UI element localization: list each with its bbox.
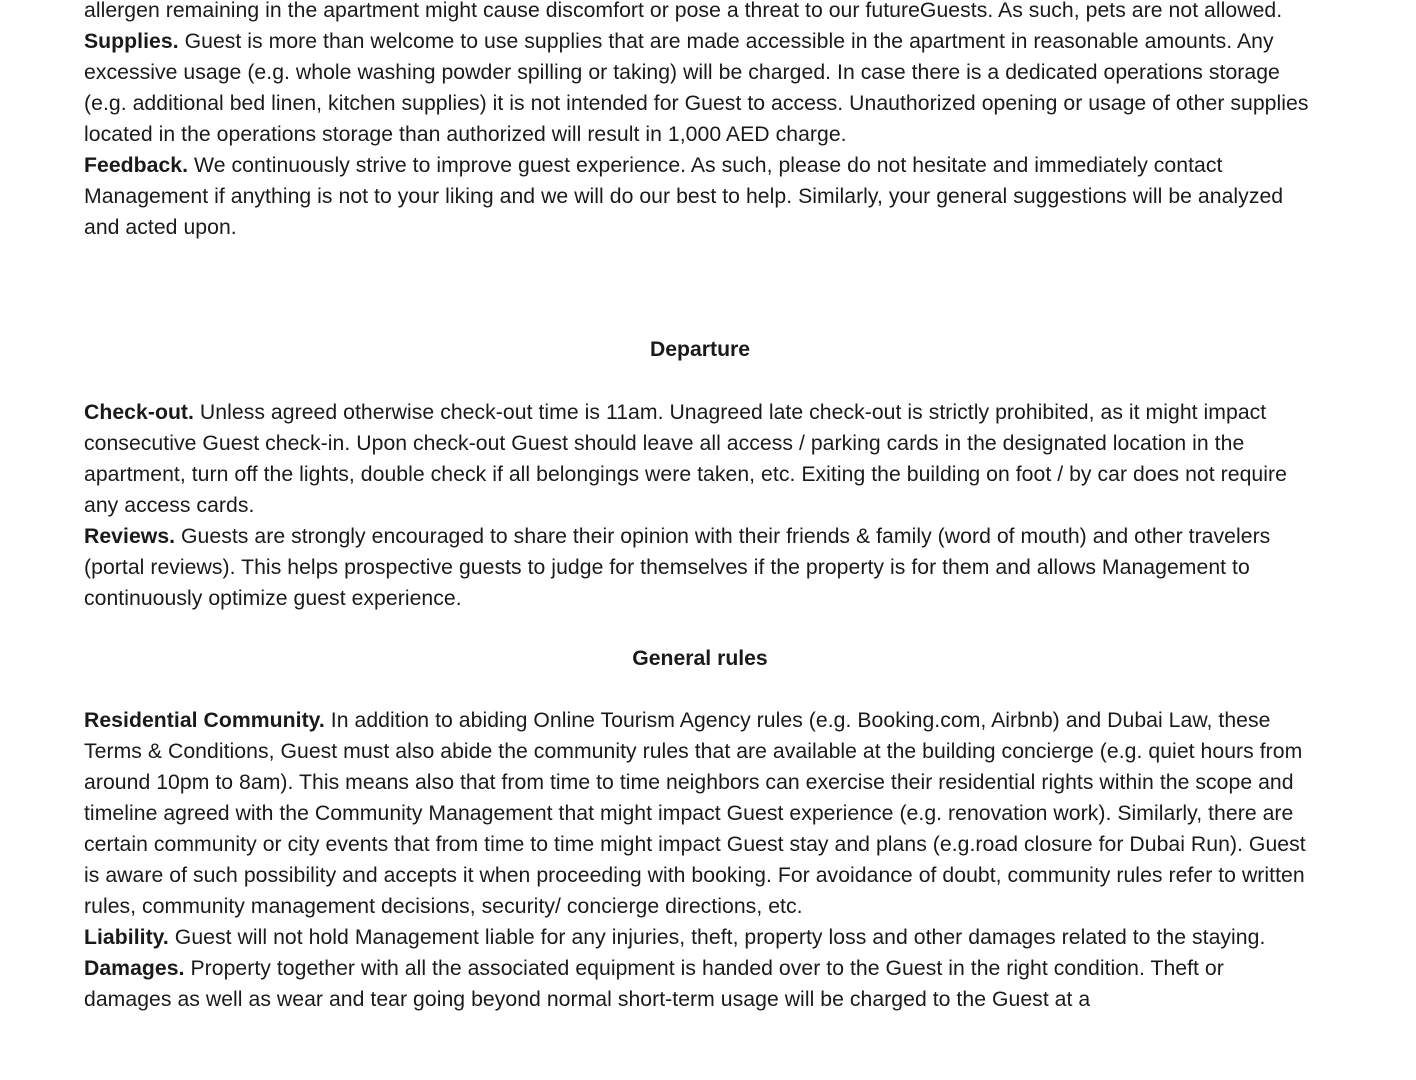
feedback-paragraph [84,150,1316,243]
damages-paragraph [84,953,1316,1015]
residential-community-paragraph [84,705,1316,922]
supplies-term: Supplies. [84,30,179,53]
feedback-term: Feedback. [84,154,189,177]
general-rules-section [84,705,1316,1015]
general-rules-heading: General rules [632,647,768,670]
reviews-term: Reviews. [84,525,176,548]
residential-community-text: In addition to abiding Online Tourism Agency rules (e.g. Booking.com, Airbnb) and Dubai Law, these Terms & Conditions, Guest must also abide the community rules that are available at the building concierge (e.g. quiet hours from around 10pm to 8am). This means also that from time to time neighbors can exercise their residential rights within the scope and timeline agreed with the Community Management that might impact Guest experience (e.g. renovation work). Similarly, there are certain community or city events that from time to time might impact Guest stay and plans (e.g.road closure for Dubai Run). Guest is aware of such possibility and accepts it when proceeding with booking. For avoidance of doubt, community rules refer to written rules, community management decisions, security/ concierge directions, etc. [84,709,1306,918]
damages-text: Property together with all the associated equipment is handed over to the Guest in the right condition. Theft or damages as well as wear and tear going beyond normal short-term usage will be charged to the Guest at a [84,957,1224,1011]
liability-paragraph [84,922,1316,953]
departure-heading: Departure [649,338,751,361]
reviews-paragraph [84,521,1316,614]
feedback-text: We continuously strive to improve guest experience. As such, please do not hesitate and immediately contact Management if anything is not to your liking and we will do our best to help. Similarly, your general suggestions will be analyzed and acted upon. [84,154,1284,239]
check-out-paragraph [84,397,1316,521]
liability-term: Liability. [84,926,169,949]
supplies-paragraph [84,26,1316,150]
reviews-text: Guests are strongly encouraged to share their opinion with their friends & family (word of mouth) and other travelers (portal reviews). This helps prospective guests to judge for themselves if the property is for them and allows Management to continuously optimize guest experience. [84,525,1271,610]
residential-community-term: Residential Community. [84,709,325,732]
supplies-text: Guest is more than welcome to use supplies that are made accessible in the apartment in reasonable amounts. Any excessive usage (e.g. whole washing powder spilling or taking) will be charged. In case there is a dedicated operations storage (e.g. additional bed linen, kitchen supplies) it is not intended for Guest to access. Unauthorized opening or usage of other supplies located in the operations storage than authorized will result in 1,000 AED charge. [84,30,1309,146]
check-out-text: Unless agreed otherwise check-out time is 11am. Unagreed late check-out is strictly prohibited, as it might impact consecutive Guest check-in. Upon check-out Guest should leave all access / parking cards in the designated location in the apartment, turn off the lights, double check if all belongings were taken, etc. Exiting the building on foot / by car does not require any access cards. [84,401,1287,517]
damages-term: Damages. [84,957,185,980]
document-page [84,0,1316,1080]
liability-text: Guest will not hold Management liable for any injuries, theft, property loss and other damages related to the staying. [168,926,1266,949]
top-section [84,0,1316,243]
departure-section [84,397,1316,614]
pets-paragraph-continuation: allergen remaining in the apartment might cause discomfort or pose a threat to our futureGuests. As such, pets are not allowed. [84,0,1283,22]
check-out-term: Check-out. [84,401,194,424]
